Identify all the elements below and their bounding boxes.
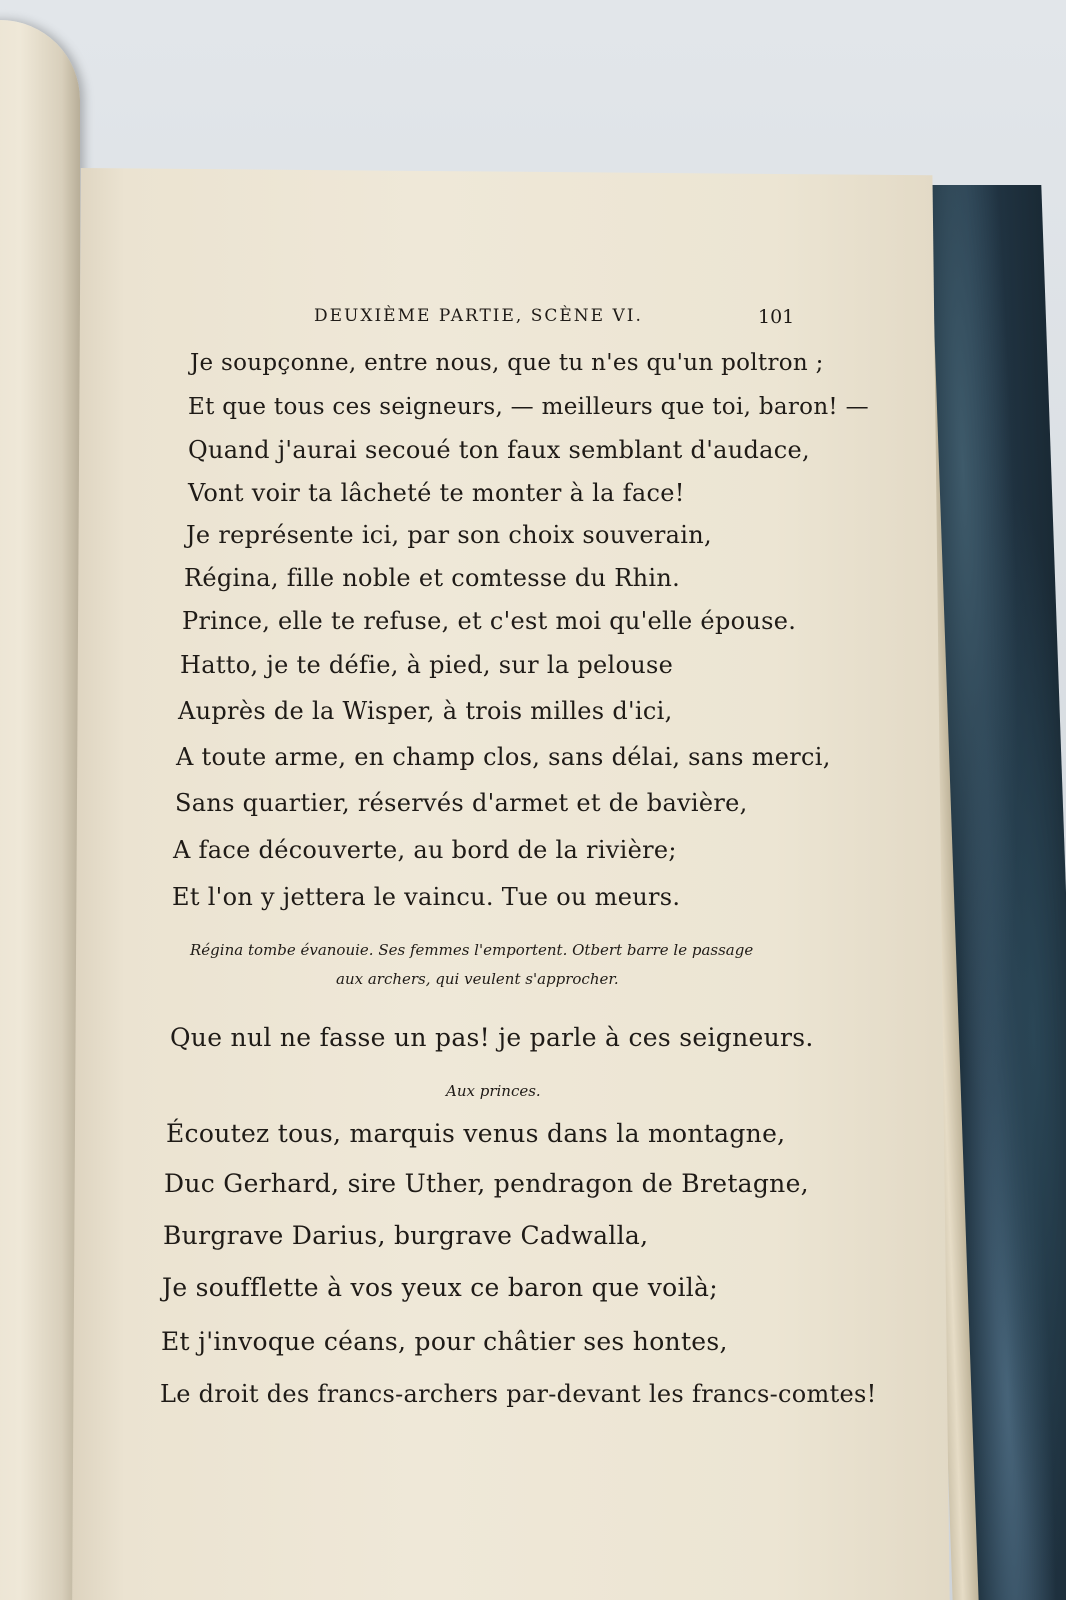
verse-line: Vont voir ta lâcheté te monter à la face! bbox=[188, 479, 685, 507]
verse-line: Sans quartier, réservés d'armet et de bavière, bbox=[175, 789, 748, 817]
verse-line: Régina, fille noble et comtesse du Rhin. bbox=[184, 564, 681, 592]
verse-line: Je soufflette à vos yeux ce baron que voilà; bbox=[162, 1273, 718, 1302]
running-head: DEUXIÈME PARTIE, SCÈNE VI. bbox=[314, 306, 643, 326]
stage-direction: Régina tombe évanouie. Ses femmes l'emportent. Otbert barre le passage bbox=[190, 941, 754, 959]
verse-line: A toute arme, en champ clos, sans délai, sans merci, bbox=[176, 743, 831, 771]
verse-line: Et j'invoque céans, pour châtier ses hontes, bbox=[161, 1327, 728, 1356]
verse-line: Duc Gerhard, sire Uther, pendragon de Bretagne, bbox=[164, 1169, 809, 1198]
verse-line: Burgrave Darius, burgrave Cadwalla, bbox=[163, 1221, 649, 1250]
verse-line: Je représente ici, par son choix souverain, bbox=[186, 521, 712, 549]
verse-line: Et l'on y jettera le vaincu. Tue ou meurs. bbox=[172, 883, 681, 911]
page-number: 101 bbox=[758, 306, 795, 328]
verse-line: Hatto, je te défie, à pied, sur la pelouse bbox=[180, 651, 674, 679]
verse-line: Écoutez tous, marquis venus dans la montagne, bbox=[166, 1119, 786, 1148]
stage-direction: aux archers, qui veulent s'approcher. bbox=[336, 970, 619, 988]
stage-aside: Aux princes. bbox=[446, 1082, 541, 1100]
verse-line: A face découverte, au bord de la rivière; bbox=[173, 836, 677, 864]
verse-line: Que nul ne fasse un pas! je parle à ces seigneurs. bbox=[170, 1023, 814, 1052]
verse-line: Et que tous ces seigneurs, — meilleurs que toi, baron! — bbox=[188, 394, 869, 420]
verse-line: Je soupçonne, entre nous, que tu n'es qu'un poltron ; bbox=[190, 350, 824, 376]
verse-line: Prince, elle te refuse, et c'est moi qu'elle épouse. bbox=[182, 607, 797, 635]
verse-line: Le droit des francs-archers par-devant les francs-comtes! bbox=[160, 1380, 877, 1408]
verse-line: Quand j'aurai secoué ton faux semblant d'audace, bbox=[188, 436, 810, 464]
verse-line: Auprès de la Wisper, à trois milles d'ici, bbox=[178, 697, 673, 725]
